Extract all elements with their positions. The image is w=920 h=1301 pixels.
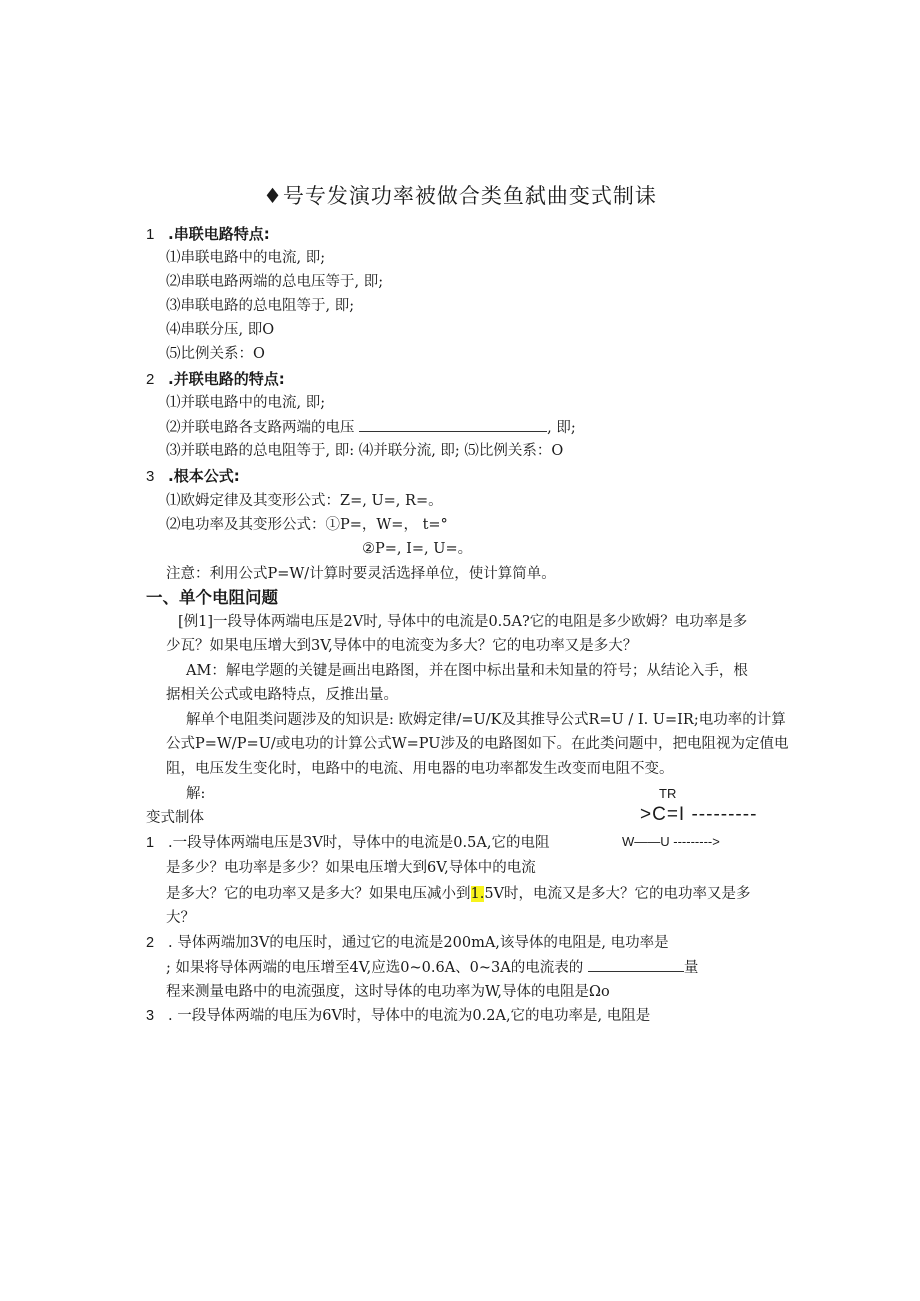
variant-q2-line-2	[166, 957, 698, 978]
section2-title: .并联电路的特点:	[168, 370, 285, 388]
section3-item-2b: ②P=, I=, U=。	[362, 541, 473, 557]
section1-item-1: ⑴串联电路中的电流, 即;	[166, 250, 326, 266]
section1-heading	[146, 224, 270, 245]
part1-heading: 一、单个电阻问题	[146, 588, 278, 607]
section3-title: .根本公式:	[168, 467, 240, 485]
variant-heading: 变式制体	[146, 810, 204, 826]
section3-heading	[146, 466, 240, 487]
section3-item-2: ⑵电功率及其变形公式：①P=，W=， t=°	[166, 517, 448, 533]
variant-q3-number: 3	[146, 1008, 155, 1024]
section2-item-1: ⑴并联电路中的电流, 即;	[166, 395, 326, 411]
section1-item-3: ⑶串联电路的总电阻等于, 即;	[166, 298, 355, 314]
variant-q2-text-2: ; 如果将导体两端的电压增至4V,应选0~0.6A、0~3A的电流表的	[166, 960, 584, 976]
section1-title: .串联电路特点:	[168, 225, 270, 243]
highlighted-text: 1.	[470, 886, 485, 902]
knowledge-line-3: 阻，电压发生变化时，电路中的电流、用电器的电功率都发生改变而电阻不变。	[166, 761, 674, 777]
variant-q1-text-3b: 5V时，电流又是多大？它的电功率又是多	[484, 886, 751, 902]
example-line-2: 少瓦？如果电压增大到3V,导体中的电流变为多大？它的电功率又是多大？	[166, 638, 638, 654]
circuit-label-bottom: W——U --------->	[622, 834, 720, 849]
section3-item-1: ⑴欧姆定律及其变形公式：Z=, U=, R=。	[166, 493, 443, 509]
section3-number: 3	[146, 468, 155, 485]
variant-q1-line-4: 大？	[166, 910, 195, 926]
analysis-line-2: 据相关公式或电路特点，反推出量。	[166, 687, 398, 703]
variant-q2-text-2b: 量	[683, 960, 699, 976]
section2-item-2-text: ⑵并联电路各支路两端的电压	[166, 420, 355, 436]
page-title: ♦号专发演功率被做合类鱼弑曲变式制诔	[263, 184, 657, 208]
analysis-line-1: AM：解电学题的关键是画出电路图，并在图中标出量和未知量的符号；从结论入手，根	[186, 663, 748, 679]
section2-heading	[146, 369, 285, 390]
variant-q1-line-1	[146, 833, 549, 853]
answer-blank	[588, 957, 684, 972]
variant-q2-line-1	[146, 933, 669, 953]
knowledge-line-2: 公式P=W/P=U/或电功的计算公式W=PU涉及的电路图如下。在此类问题中，把电阻视为定值电	[166, 736, 789, 752]
section2-item-2-suffix: , 即;	[547, 420, 576, 436]
section3-note: 注意：利用公式P=W/计算时要灵活选择单位，使计算简单。	[166, 566, 556, 582]
section2-number: 2	[146, 371, 155, 388]
variant-q1-text-3a: 是多大？它的电功率又是多大？如果电压减小到	[166, 886, 471, 902]
solve-label: 解:	[186, 786, 206, 802]
variant-q1-line-3	[166, 884, 751, 904]
variant-q1-number: 1	[146, 835, 155, 851]
example-line-1: [例1]一段导体两端电压是2V时, 导体中的电流是0.5A?它的电阻是多少欧姆？电功率是多	[178, 614, 748, 630]
section1-item-5: ⑸比例关系：O	[166, 346, 265, 362]
circuit-label-main: >C=I ---------	[640, 804, 758, 825]
section1-item-2: ⑵串联电路两端的总电压等于, 即;	[166, 274, 384, 290]
section2-item-3: ⑶并联电路的总电阻等于, 即: ⑷并联分流, 即; ⑸比例关系：O	[166, 443, 564, 459]
answer-blank	[359, 417, 547, 432]
section2-item-2	[166, 417, 576, 438]
variant-q1-text-1: .一段导体两端电压是3V时，导体中的电流是0.5A,它的电阻	[168, 835, 550, 851]
variant-q2-number: 2	[146, 935, 155, 951]
variant-q3-text-1: . 一段导体两端的电压为6V时，导体中的电流为0.2A,它的电功率是, 电阻是	[168, 1008, 651, 1024]
variant-q1-line-2: 是多少？电功率是多少？如果电压增大到6V,导体中的电流	[166, 860, 536, 876]
variant-q2-line-3: 程来测量电路中的电流强度，这时导体的电功率为W,导体的电阻是Ωo	[166, 984, 610, 1000]
variant-q2-text-1: . 导体两端加3V的电压时，通过它的电流是200mA,该导体的电阻是, 电功率是	[168, 935, 669, 951]
section1-number: 1	[146, 226, 155, 243]
knowledge-line-1: 解单个电阻类问题涉及的知识是: 欧姆定律/=U/K及其推导公式R=U / I. U=IR;电功率的计算	[186, 712, 786, 728]
variant-q3-line-1	[146, 1006, 650, 1026]
section1-item-4: ⑷串联分压, 即O	[166, 322, 275, 338]
circuit-label-tr: TR	[659, 786, 677, 801]
